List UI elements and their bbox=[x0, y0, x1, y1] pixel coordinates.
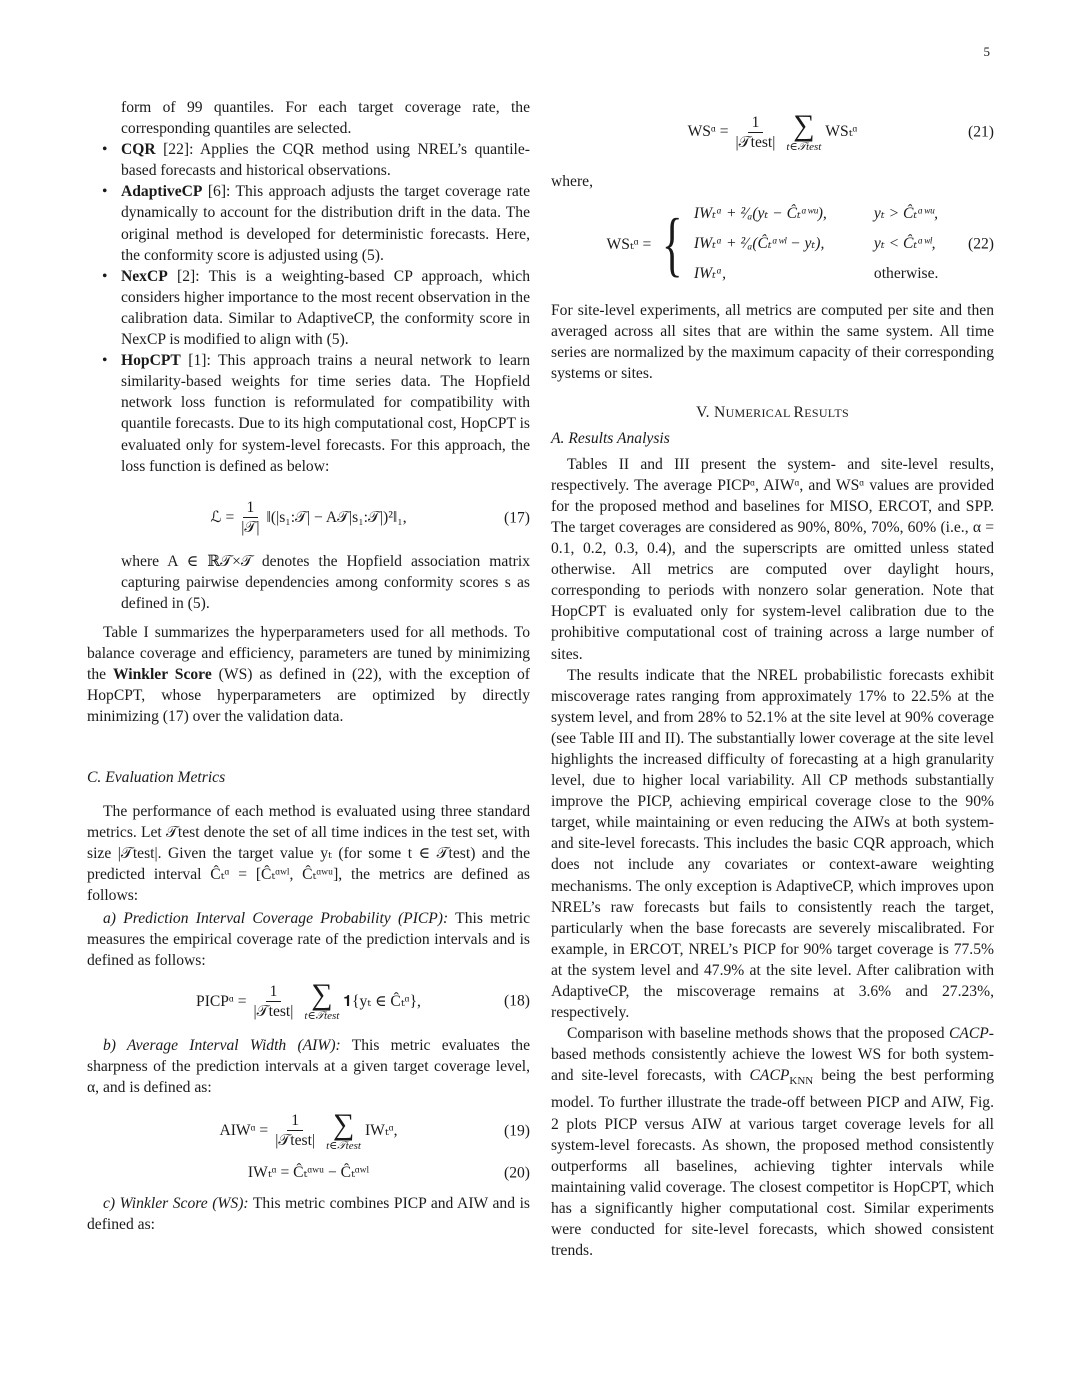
brace-icon: { bbox=[662, 204, 684, 285]
section-heading-a: A. Results Analysis bbox=[551, 429, 670, 447]
site-level-paragraph: For site-level experiments, all metrics are computed per site and then averaged across all sites that are within the same system. All time series are normalized by the maximum capacity of their corresponding systems or sites. bbox=[551, 302, 994, 383]
method-list bbox=[87, 139, 530, 477]
equation-number: (22) bbox=[968, 235, 994, 253]
equation-number: (18) bbox=[504, 992, 530, 1010]
equation-number: (20) bbox=[504, 1164, 530, 1182]
page-number: 5 bbox=[983, 44, 990, 59]
equation-number: (21) bbox=[968, 123, 994, 141]
method-name: NexCP bbox=[121, 267, 168, 285]
method-name: HopCPT bbox=[121, 352, 181, 370]
equation-number: (17) bbox=[504, 509, 530, 527]
where-label: where, bbox=[551, 173, 593, 190]
hopfield-note: where A ∈ ℝ𝒯×𝒯 denotes the Hopfield association matrix capturing pairwise dependencies among conformity scores s as defined in (5). bbox=[121, 552, 530, 612]
equation-20: IWₜᵅ = Ĉₜᵅʷᵘ − Ĉₜᵅʷˡ (20) bbox=[87, 1159, 530, 1187]
method-name: CQR bbox=[121, 141, 156, 159]
results-paragraph-1: Tables II and III present the system- and site-level results, respectively. The average PICPᵅ, AIWᵅ, and WSᵅ values are provided for the proposed method and baselines for MISO, ERCOT, and SPP. The target coverages are considered as 90%, 80%, 70%, 60% (i.e., α = 0.1, 0.2, 0.3, 0.4), and the superscripts are omitted unless stated otherwise. All metrics are computed over daylight hours, corresponding to periods with nonzero solar generation. Note that HopCPT is evaluated only for system-level calibration due to the prohibitive computational cost of training across a large number of sites. bbox=[551, 455, 994, 663]
left-column bbox=[87, 97, 530, 1235]
ws-paragraph: c) Winkler Score (WS): This metric combines PICP and AIW and is defined as: bbox=[87, 1194, 530, 1233]
intro-text: form of 99 quantiles. For each target coverage rate, the corresponding quantiles are selected. bbox=[121, 99, 530, 138]
case-row: IWₜᵅ + ²⁄ₐ(Ĉₜᵅʷˡ − yₜ), yₜ < Ĉₜᵅʷˡ, bbox=[693, 235, 936, 253]
hyperparameter-paragraph: Table I summarizes the hyperparameters used for all methods. To balance coverage and efficiency, parameters are tuned by minimizing the Winkler Score (WS) as defined in (22), with the exception of HopCPT, whose hyperparameters are optimized by directly minimizing (17) over the validation data. bbox=[87, 623, 531, 726]
equation-18: PICPᵅ = $\frac{1}{\text{|𝒯test|}}$ ∑ t∈𝒯test 𝟏{yₜ ∈ Ĉₜᵅ}, (18) bbox=[196, 978, 530, 1023]
equation-17: ℒ = $\frac{1}{\text{|𝒯|}}$ ‖(|s₁:𝒯| − A𝒯|s₁:𝒯|)²‖₁, (17) bbox=[210, 499, 530, 537]
list-item: • CQR [22]: Applies the CQR method using NREL’s quantile-based forecasts and historical observations. bbox=[87, 139, 530, 181]
list-item: • AdaptiveCP [6]: This approach adjusts the target coverage rate dynamically to account for the distribution drift in the data. The original method is developed for deterministic forecasts. Here, the conformity score is adjusted using (5). bbox=[87, 181, 530, 265]
equation-19: AIWᵅ = $\frac{1}{\text{|𝒯test|}}$ ∑ t∈𝒯test IWₜᵅ, (19) bbox=[219, 1107, 530, 1152]
right-column bbox=[551, 97, 994, 1261]
evaluation-paragraph: The performance of each method is evaluated using three standard metrics. Let 𝒯test denote the set of all time indices in the test set, with size |𝒯test|. Given the target value yₜ (for some t ∈ 𝒯test) and the predicted interval Ĉₜᵅ = [Ĉₜᵅʷˡ, Ĉₜᵅʷᵘ], the metrics are defined as follows: bbox=[87, 802, 530, 904]
equation-22: WSₜᵅ = { IWₜᵅ + ²⁄ₐ(yₜ − Ĉₜᵅʷᵘ), yₜ > Ĉₜᵅʷᵘ, IWₜᵅ + ²⁄ₐ(Ĉₜᵅʷˡ − yₜ), yₜ < Ĉₜᵅʷˡ, IWₜᵅ, otherwise. (22) bbox=[551, 194, 994, 294]
case-row: IWₜᵅ + ²⁄ₐ(yₜ − Ĉₜᵅʷᵘ), yₜ > Ĉₜᵅʷᵘ, bbox=[693, 205, 939, 223]
section-heading-v: V. NUMERICAL RESULTS bbox=[696, 404, 849, 422]
case-row: IWₜᵅ, otherwise. bbox=[693, 265, 939, 283]
results-paragraph-3: Comparison with baseline methods shows that the proposed CACP-based methods consistently achieve the lowest WS for both system- and site-level forecasts, with $CACP_{KNN}$ being the best performing model. To further illustrate the trade-off between PICP and AIW, Fig. 2 plots PICP versus AIW at various target coverage levels for all system-level forecasts. As shown, the proposed method consistently outperforms all baselines, achieving tighter intervals while maintaining valid coverage. The closest competitor is HopCPT, which has a significantly higher computational cost. Similar experiments were conducted for site-level forecasts, which showed consistent trends. bbox=[551, 1025, 994, 1260]
equation-number: (19) bbox=[504, 1122, 530, 1140]
list-item: • HopCPT [1]: This approach trains a neural network to learn similarity-based weights for time series data. The Hopfield network loss function is reformulated for compatibility with quantile forecasts. Due to its high computational cost, HopCPT is evaluated only for system-level forecasts. For this approach, the loss function is defined as below: bbox=[87, 350, 530, 477]
aiw-paragraph: b) Average Interval Width (AIW): This metric evaluates the sharpness of the prediction intervals at a given target coverage level, α, and is defined as: bbox=[87, 1037, 530, 1097]
method-name: AdaptiveCP bbox=[121, 183, 203, 201]
section-heading-c: C. Evaluation Metrics bbox=[87, 769, 226, 787]
equation-21: WSᵅ = $\frac{1}{\text{|𝒯test|}}$ ∑ t∈𝒯test WSₜᵅ (21) bbox=[687, 109, 994, 153]
list-item: • NexCP [2]: This is a weighting-based CP approach, which considers higher importance to the most recent observation in the calibration data. Similar to AdaptiveCP, the conformity score in NexCP is modified to align with (5). bbox=[87, 266, 530, 350]
picp-paragraph: a) Prediction Interval Coverage Probability (PICP): This metric measures the empirical coverage rate of the prediction intervals and is defined as follows: bbox=[87, 910, 530, 970]
results-paragraph-2: The results indicate that the NREL probabilistic forecasts exhibit miscoverage rates ranging from approximately 17% to 22.5% at the system level, and from 28% to 52.1% at the site level at 90% coverage (see Table III and II). The substantially lower coverage at the site level highlights the increased difficulty of forecasting at a high granularity level, due to higher local variability. All CP methods substantially improve the PICP, achieving empirical coverage close to the 90% target, while maintaining or even reducing the AIWs at both system- and site-level forecasts. This includes the basic CQR approach, which does not include any covariates or context-aware weighting mechanisms. The only exception is AdaptiveCP, which improves upon NREL’s raw forecasts but fails to consistently reach the target, particularly when the base forecasts are severely miscalibrated. For example, in ERCOT, NREL’s PICP for 90% target coverage is 77.5% at the system level and 47.9% at the site level. After calibration with AdaptiveCP, the miscoverage remains at 3.6% and 27.23%, respectively. bbox=[551, 666, 994, 1022]
